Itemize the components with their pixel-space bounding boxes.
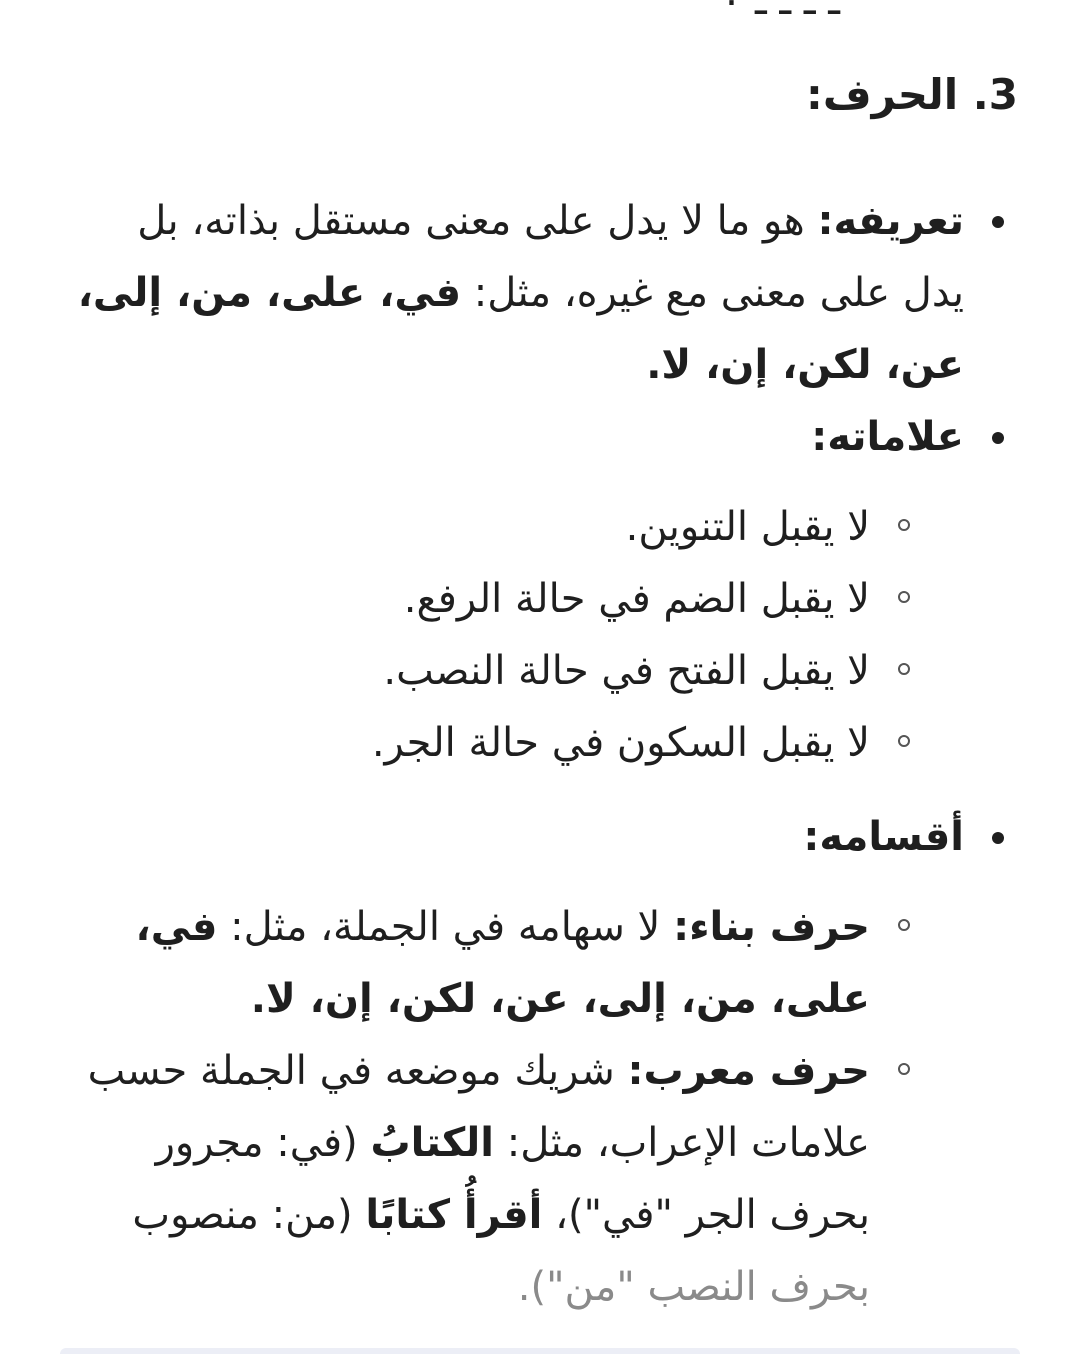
sign-item bbox=[74, 635, 910, 707]
bullet-circle-icon bbox=[898, 591, 910, 603]
section-heading: 3. الحرف: bbox=[806, 70, 1018, 119]
inflected-example-1: الكتابُ bbox=[370, 1120, 495, 1166]
inflected-example-1-note: (في: مجرور بحرف الجر "في")، bbox=[155, 1120, 870, 1238]
definition-text: هو ما لا يدل على معنى مستقل بذاته، بل يدل على معنى مع غيره، مثل: bbox=[137, 198, 964, 316]
bullet-circle-icon bbox=[898, 663, 910, 675]
types-label: أقسامه: bbox=[803, 814, 964, 860]
previous-text-fragment: ـ ـ ـ ـ ٠ bbox=[720, 0, 840, 24]
bullet-circle-icon bbox=[898, 519, 910, 531]
bullet-dot-icon bbox=[992, 832, 1004, 844]
sign-text: لا يقبل التنوين. bbox=[625, 504, 870, 550]
streaming-faded-text: بحرف النصب "من"). bbox=[517, 1264, 870, 1310]
signs-label: علاماته: bbox=[811, 414, 964, 460]
sign-item bbox=[74, 563, 910, 635]
bullet-dot-icon bbox=[992, 432, 1004, 444]
definition-examples: في، على، من، إلى، عن، لكن، إن، لا. bbox=[77, 270, 964, 388]
inflected-letter-item bbox=[74, 1035, 910, 1323]
built-examples: في، على، من، إلى، عن، لكن، إن، لا. bbox=[135, 904, 870, 1022]
definition-label: تعريفه: bbox=[817, 198, 964, 244]
main-bullet-list bbox=[74, 185, 1004, 1345]
types-item bbox=[74, 801, 1004, 1323]
sign-text: لا يقبل الفتح في حالة النصب. bbox=[383, 648, 870, 694]
bottom-input-bar-edge bbox=[60, 1348, 1020, 1354]
types-sublist bbox=[74, 891, 964, 1323]
built-letter-item bbox=[74, 891, 910, 1035]
signs-sublist bbox=[74, 491, 964, 779]
sign-text: لا يقبل السكون في حالة الجر. bbox=[371, 720, 870, 766]
inflected-label: حرف معرب: bbox=[627, 1048, 870, 1094]
bullet-circle-icon bbox=[898, 1063, 910, 1075]
bullet-circle-icon bbox=[898, 735, 910, 747]
bullet-circle-icon bbox=[898, 919, 910, 931]
built-text: لا سهامه في الجملة، مثل: bbox=[217, 904, 674, 950]
inflected-text: شريك موضعه في الجملة حسب علامات الإعراب، مثل: bbox=[87, 1048, 870, 1166]
sign-item bbox=[74, 491, 910, 563]
built-label: حرف بناء: bbox=[673, 904, 870, 950]
sign-item bbox=[74, 707, 910, 779]
inflected-example-2: أقرأُ كتابًا bbox=[365, 1192, 543, 1238]
sign-text: لا يقبل الضم في حالة الرفع. bbox=[403, 576, 870, 622]
inflected-example-2-note: (من: منصوب bbox=[132, 1192, 366, 1238]
definition-item bbox=[74, 185, 1004, 401]
signs-item bbox=[74, 401, 1004, 779]
bullet-dot-icon bbox=[992, 216, 1004, 228]
